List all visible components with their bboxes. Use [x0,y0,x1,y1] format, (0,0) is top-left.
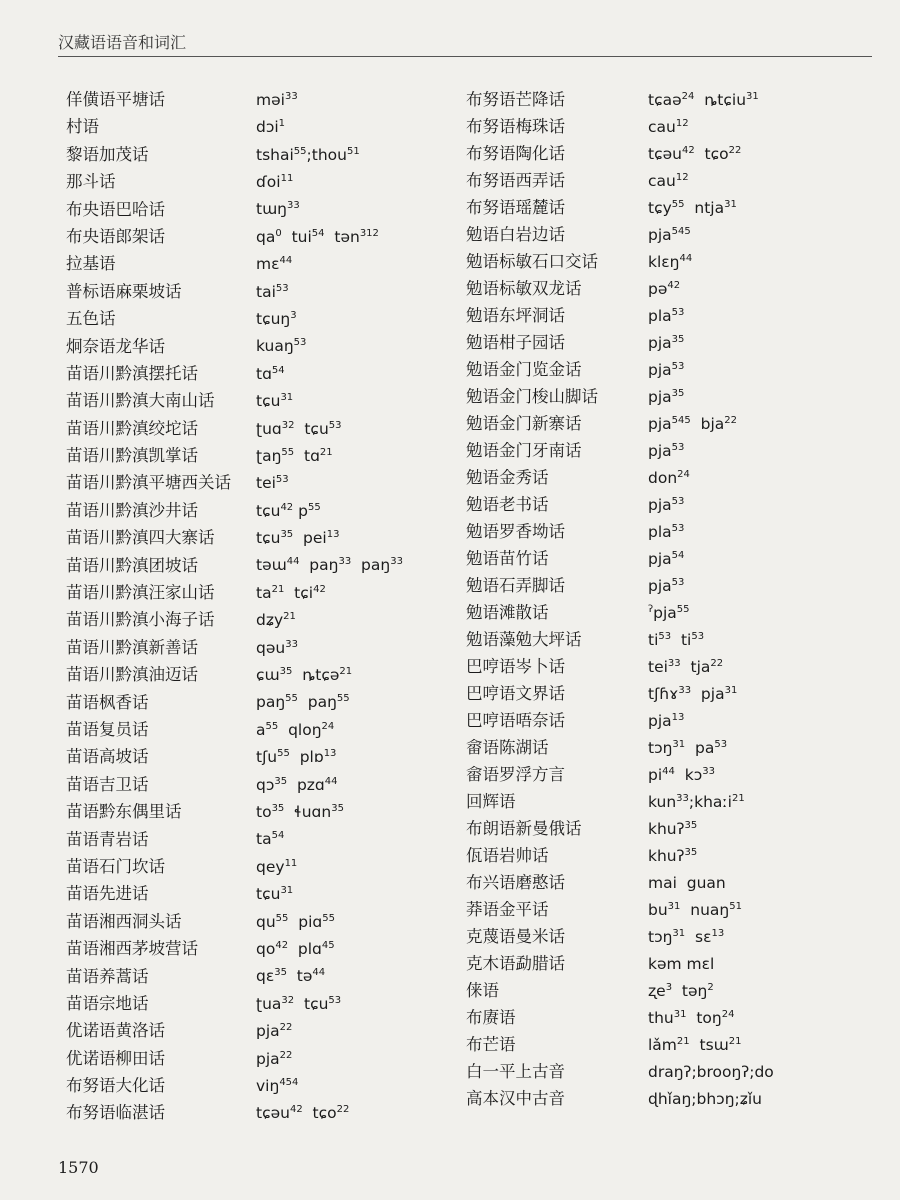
language-name: 勉语金门牙南话 [466,441,582,460]
language-name: 苗语川黔滇绞坨话 [66,418,198,438]
language-name: 布朗语新曼俄话 [466,819,582,838]
phonetic-form: tɯŋ$^{33}$ [256,200,300,219]
phonetic-form: tɕaə$^{24}$ ȵtɕiu$^{31}$ [648,90,759,109]
phonetic-form: tɕy$^{55}$ ntja$^{31}$ [648,198,737,217]
language-name: 苗语先进话 [66,884,149,904]
language-name: 布央语巴哈话 [66,199,165,219]
entry-row [466,680,886,707]
entry-row [66,606,446,633]
phonetic-form: qɛ$^{35}$ tə$^{44}$ [256,967,326,986]
language-name: 勉语金秀话 [466,468,549,487]
entry-row [466,923,886,950]
entry-row [66,442,446,469]
phonetic-form: pja$^{35}$ [648,333,685,352]
language-name: 勉语金门新寨话 [466,414,582,433]
language-name: 勉语东坪洞话 [466,306,565,325]
language-name: 苗语川黔滇四大寨话 [66,528,215,548]
phonetic-form: ʈaŋ$^{55}$ tɑ$^{21}$ [256,446,333,466]
page-number: 1570 [58,1158,99,1177]
language-name: 苗语湘西洞头话 [66,911,182,931]
phonetic-form: $pi^{44}$ kɔ$^{33}$ [648,765,715,784]
language-name: 白一平上古音 [466,1062,565,1081]
language-name: 勉语石弄脚话 [466,576,565,595]
phonetic-form: tɕu$^{35}$ pei$^{13}$ [256,529,340,548]
language-name: 苗语青岩话 [66,829,149,849]
language-name: 那斗话 [66,172,116,192]
entry-row [66,990,446,1017]
phonetic-form: pla$^{53}$ [648,306,685,325]
language-name: 苗语枫香话 [66,692,149,712]
entry-row [466,734,886,761]
phonetic-form: don$^{24}$ [648,468,690,487]
language-name: 苗语川黔滇摆托话 [66,363,198,383]
entry-row [466,194,886,221]
language-name: 苗语养蒿话 [66,966,149,986]
header-rule [58,56,872,57]
phonetic-form: tshai$^{55}$;thou$^{51}$ [256,145,360,164]
phonetic-form: pə$^{42}$ [648,279,681,298]
language-name: 勉语金门览金话 [466,360,582,379]
phonetic-form: pja$^{53}$ [648,360,685,379]
entry-row [466,518,886,545]
entry-row [66,798,446,825]
entry-row [66,579,446,606]
entry-row [66,689,446,716]
entry-row [66,1045,446,1072]
language-name: 拉基语 [66,254,116,274]
language-name: 勉语柑子园话 [466,333,565,352]
phonetic-form: pja$^{35}$ [648,387,685,406]
language-name: 畲语罗浮方言 [466,765,565,784]
language-name: 苗语川黔滇团坡话 [66,555,198,575]
phonetic-form: $^ʔ$pja$^{55}$ [648,603,690,622]
language-name: 普标语麻栗坡话 [66,281,182,301]
phonetic-form: pla$^{53}$ [648,522,685,541]
entry-row [66,86,446,113]
entry-row [66,853,446,880]
entry-row [466,545,886,572]
language-name: 勉语金门梭山脚话 [466,387,598,406]
entry-row [466,707,886,734]
phonetic-form: khuʔ$^{35}$ [648,846,698,865]
language-name: 勉语罗香坳话 [466,522,565,541]
language-name: 勉语老书话 [466,495,549,514]
language-name: 畲语陈湖话 [466,738,549,757]
language-name: 勉语滩散话 [466,603,549,622]
entry-row [66,168,446,195]
phonetic-form: tɕəu$^{42}$ tɕo$^{22}$ [648,144,742,163]
entry-row [66,1099,446,1126]
phonetic-form: tɕəu$^{42}$ tɕo$^{22}$ [256,1104,350,1123]
phonetic-form: $qu^{55}$ piɑ$^{55}$ [256,912,335,931]
entry-row [466,896,886,923]
phonetic-form: tɕu$^{31}$ [256,392,294,411]
entry-row [466,1031,886,1058]
entry-row [466,140,886,167]
entry-row [66,305,446,332]
entry-row [66,415,446,442]
phonetic-form: paŋ$^{55}$ paŋ$^{55}$ [256,693,350,712]
language-name: 苗语高坡话 [66,747,149,767]
language-name: 苗语复员话 [66,719,149,739]
phonetic-form: $ta^{54}$ [256,830,285,849]
entry-row [466,221,886,248]
language-name: 苗语川黔滇凯掌话 [66,446,198,466]
phonetic-form: $ti^{53}$ $ti^{53}$ [648,630,705,649]
phonetic-form: pja$^{22}$ [256,1049,293,1068]
running-header: 汉藏语语音和词汇 [58,33,187,52]
entry-row [466,653,886,680]
phonetic-form: pja$^{22}$ [256,1022,293,1041]
phonetic-form: pja$^{54}$ [648,549,685,568]
phonetic-form: ɖhǐaŋ;bhɔŋ;ʑǐu [648,1090,763,1108]
phonetic-form: cau$^{12}$ [648,171,689,190]
entry-row [66,1017,446,1044]
entry-row [466,86,886,113]
language-name: 苗语湘西茅坡营话 [66,939,198,959]
language-name: 黎语加茂话 [66,144,149,164]
language-name: 苗语川黔滇平塘西关话 [66,473,231,493]
phonetic-form: $ta^{21}$ tɕi$^{42}$ [256,583,326,603]
phonetic-form: qɔ$^{35}$ pzɑ$^{44}$ [256,775,338,794]
language-name: 优诺语黄洛话 [66,1021,165,1041]
phonetic-form: thu$^{31}$ toŋ$^{24}$ [648,1008,735,1027]
phonetic-form: mɛ$^{44}$ [256,255,293,274]
language-name: 勉语藻勉大坪话 [466,630,582,649]
language-name: 炯奈语龙华话 [66,336,165,356]
phonetic-form: qəu$^{33}$ [256,638,298,657]
language-name: 布兴语磨憨话 [466,873,565,892]
phonetic-form: klɛŋ$^{44}$ [648,252,693,271]
entry-row [466,572,886,599]
entry-row [466,302,886,329]
entry-row [466,626,886,653]
phonetic-form: kun$^{33}$;khaːi$^{21}$ [648,792,745,811]
phonetic-form: kəm mɛl [648,955,715,973]
entry-row [466,329,886,356]
language-name: 高本汉中古音 [466,1089,565,1108]
entry-row [66,333,446,360]
language-name: 克蔑语曼米话 [466,927,565,946]
phonetic-form: pja$^{13}$ [648,711,685,730]
phonetic-form: ʈuɑ$^{32}$ tɕu$^{53}$ [256,419,342,438]
phonetic-form: $qa^0$ tui$^{54}$ tən$^{312}$ [256,227,379,246]
entry-row [66,524,446,551]
phonetic-form: ɗoi$^{11}$ [256,173,294,192]
language-name: 布努语陶化话 [466,144,565,163]
entry-row [466,248,886,275]
language-name: 勉语白岩边话 [466,225,565,244]
phonetic-form: lǎm$^{21}$ tsɯ$^{21}$ [648,1035,742,1054]
phonetic-form: ɕɯ$^{35}$ ȵtɕə$^{21}$ [256,666,353,685]
phonetic-form: pja$^{53}$ [648,576,685,595]
entry-row [66,387,446,414]
entry-row [66,469,446,496]
entry-row [466,464,886,491]
phonetic-form: tɔŋ$^{31}$ sɛ$^{13}$ [648,927,725,946]
entry-row [466,1058,886,1085]
phonetic-form: pja$^{545}$ bja$^{22}$ [648,414,737,433]
entry-row [66,634,446,661]
entry-row [466,977,886,1004]
language-name: 俫语 [466,981,499,1000]
entry-row [66,250,446,277]
phonetic-form: $a^{55}$ qloŋ$^{24}$ [256,720,335,739]
entry-row [466,167,886,194]
entry-row [66,880,446,907]
phonetic-form: tʃu$^{55}$ plɒ$^{13}$ [256,748,337,767]
language-name: 佯僙语平塘话 [66,90,165,109]
phonetic-form: tɕu$^{42}$ $p^{55}$ [256,501,321,520]
phonetic-form: qey$^{11}$ [256,857,298,876]
entry-row [466,275,886,302]
entry-row [466,113,886,140]
phonetic-form: viŋ$^{454}$ [256,1076,299,1096]
phonetic-form: ʈua$^{32}$ tɕu$^{53}$ [256,994,342,1013]
language-name: 克木语勐腊话 [466,954,565,973]
phonetic-form: $bu^{31}$ nuaŋ$^{51}$ [648,900,742,919]
entry-row [466,383,886,410]
phonetic-form: pja$^{545}$ [648,225,691,244]
entry-row [466,761,886,788]
entry-row [466,950,886,977]
right-column [466,86,886,1112]
phonetic-form: tʃɦɤ$^{33}$ pja$^{31}$ [648,684,738,703]
phonetic-form: pja$^{53}$ [648,495,685,514]
phonetic-form: draŋʔ;brooŋʔ;do [648,1063,774,1081]
entry-row [466,1004,886,1031]
language-name: 苗语川黔滇大南山话 [66,391,215,411]
entry-row [66,278,446,305]
language-name: 勉语标敏石口交话 [466,252,598,271]
language-name: 苗语黔东偶里话 [66,802,182,822]
entry-row [66,716,446,743]
phonetic-form: tai$^{53}$ [256,282,289,301]
entry-row [66,743,446,770]
entry-row [66,360,446,387]
phonetic-form: $to^{35}$ ɬuɑn$^{35}$ [256,803,344,822]
language-name: 回辉语 [466,792,516,811]
language-name: 苗语川黔滇汪家山话 [66,583,215,603]
language-name: 苗语川黔滇新善话 [66,637,198,657]
language-name: 巴哼语文界话 [466,684,565,703]
language-name: 苗语川黔滇沙井话 [66,500,198,520]
entry-row [66,661,446,688]
language-name: 苗语宗地话 [66,993,149,1013]
language-name: 五色话 [66,309,116,329]
language-name: 苗语石门坎话 [66,856,165,876]
language-name: 布努语大化话 [66,1076,165,1096]
language-name: 布努语西弄话 [466,171,565,190]
language-name: 勉语标敏双龙话 [466,279,582,298]
entry-row [66,223,446,250]
entry-row [66,113,446,140]
language-name: 勉语苗竹话 [466,549,549,568]
phonetic-form: ʐe$^3$ təŋ$^2$ [648,981,714,1000]
language-name: 苗语川黔滇油迈话 [66,665,198,685]
entry-row [66,935,446,962]
language-name: 巴哼语唔奈话 [466,711,565,730]
language-name: 布努语临湛话 [66,1103,165,1123]
phonetic-form: tɔŋ$^{31}$ $pa^{53}$ [648,738,728,757]
phonetic-form: khuʔ$^{35}$ [648,819,698,838]
phonetic-form: pja$^{53}$ [648,441,685,460]
phonetic-form: təɯ$^{44}$ paŋ$^{33}$ paŋ$^{33}$ [256,556,403,575]
entry-row [66,1072,446,1099]
entry-row [66,552,446,579]
phonetic-form: mai guan [648,874,726,892]
entry-row [466,356,886,383]
language-name: 村语 [66,117,99,137]
entry-row [66,141,446,168]
phonetic-form: tei$^{33}$ tja$^{22}$ [648,657,724,676]
entry-row [466,491,886,518]
language-name: 苗语川黔滇小海子话 [66,610,215,630]
phonetic-form: tɑ$^{54}$ [256,364,285,383]
entry-row [466,842,886,869]
language-name: 布努语瑶麓话 [466,198,565,217]
entry-row [66,963,446,990]
phonetic-form: tei$^{53}$ [256,474,289,493]
entry-row [466,437,886,464]
entry-row [466,788,886,815]
entry-row [66,497,446,524]
phonetic-form: dʑy$^{21}$ [256,611,296,630]
language-name: 巴哼语岑卜话 [466,657,565,676]
entry-row [66,908,446,935]
phonetic-form: dɔi$^1$ [256,118,286,137]
language-name: 佤语岩帅话 [466,846,549,865]
phonetic-form: tɕuŋ$^3$ [256,309,297,329]
language-name: 布努语芒降话 [466,90,565,109]
phonetic-form: cau$^{12}$ [648,117,689,136]
phonetic-form: kuaŋ$^{53}$ [256,337,307,356]
phonetic-form: məi$^{33}$ [256,90,298,109]
left-column [66,86,446,1127]
language-name: 布赓语 [466,1008,516,1027]
entry-row [66,196,446,223]
entry-row [466,599,886,626]
language-name: 布央语郎架话 [66,226,165,246]
phonetic-form: $qo^{42}$ plɑ$^{45}$ [256,939,335,959]
language-name: 布芒语 [466,1035,516,1054]
language-name: 苗语吉卫话 [66,774,149,794]
language-name: 莽语金平话 [466,900,549,919]
language-name: 优诺语柳田话 [66,1048,165,1068]
phonetic-form: tɕu$^{31}$ [256,885,294,904]
entry-row [66,771,446,798]
entry-row [466,410,886,437]
language-name: 布努语梅珠话 [466,117,565,136]
entry-row [466,815,886,842]
entry-row [466,1085,886,1112]
entry-row [466,869,886,896]
entry-row [66,826,446,853]
